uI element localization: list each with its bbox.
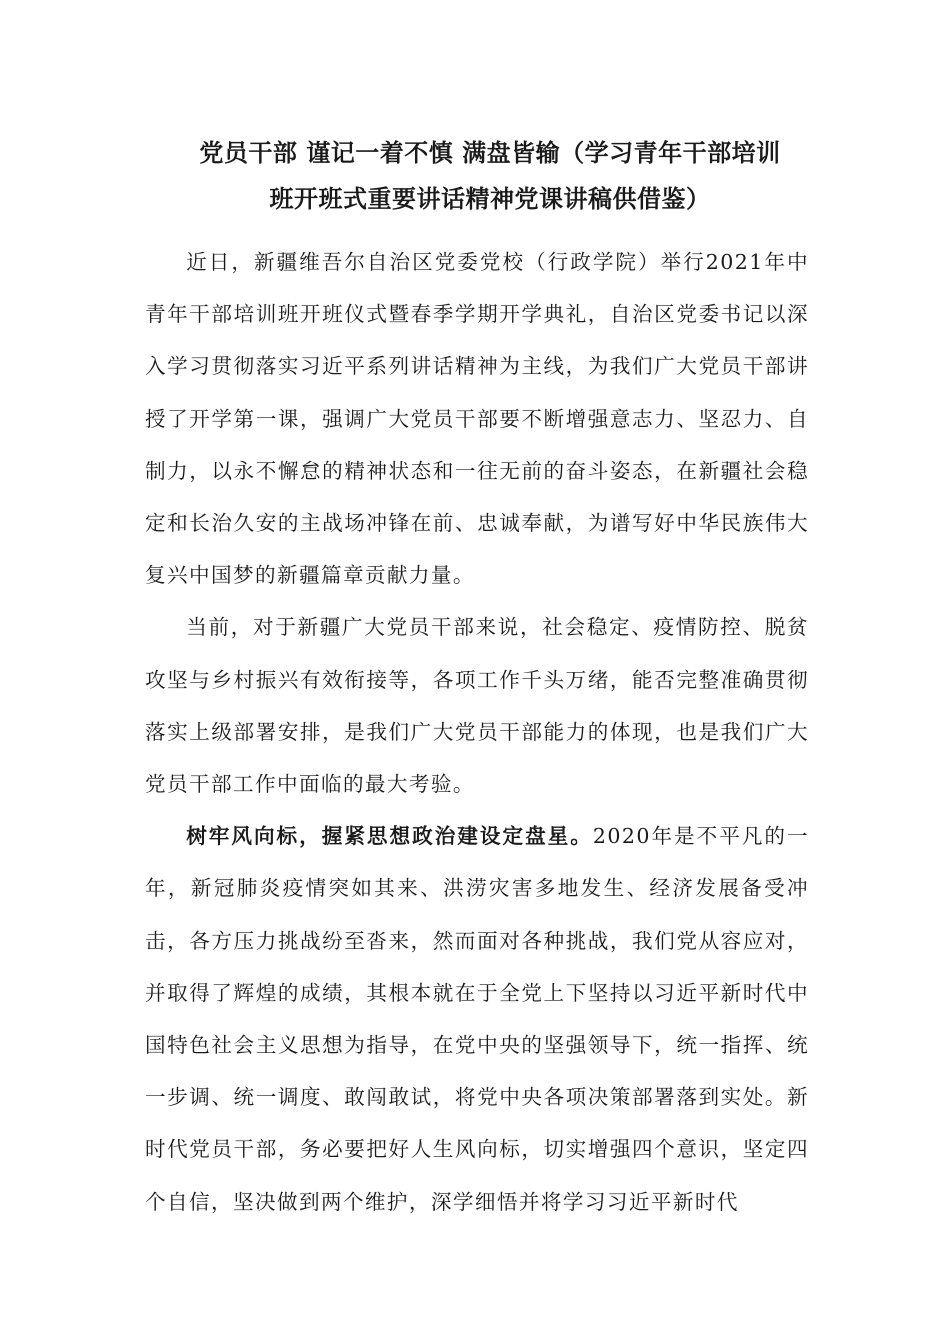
paragraph-3-text: 2020年是不平凡的一年，新冠肺炎疫情突如其来、洪涝灾害多地发生、经济发展备受冲击，各方压力挑战纷至沓来，然而面对各种挑战，我们党从容应对，并取得了辉煌的成绩，其根本就在于全党上下坚持以习近平新时代中国特色社会主义思想为指导，在党中央的坚强领导下，统一指挥、统一步调、统一调度、敢闯敢试，将党中央各项决策部署落到实处。新时代党员干部，务必要把好人生风向标，切实增强四个意识，坚定四个自信，坚决做到两个维护，深学细悟并将学习习近平新时代 xyxy=(145,824,809,1214)
title-line-2: 班开班式重要讲话精神党课讲稿供借鉴） xyxy=(269,184,711,213)
document-body xyxy=(145,236,809,1228)
paragraph-2 xyxy=(145,601,809,810)
title-line-1: 党员干部 谨记一着不慎 满盘皆输（学习青年干部培训 xyxy=(199,138,781,167)
paragraph-1-text: 近日，新疆维吾尔自治区党委党校（行政学院）举行2021年中青年干部培训班开班仪式暨春季学期开学典礼，自治区党委书记以深入学习贯彻落实习近平系列讲话精神为主线，为我们广大党员干部讲授了开学第一课，强调广大党员干部要不断增强意志力、坚忍力、自制力，以永不懈怠的精神状态和一往无前的奋斗姿态，在新疆社会稳定和长治久安的主战场冲锋在前、忠诚奉献，为谱写好中华民族伟大复兴中国梦的新疆篇章贡献力量。 xyxy=(145,250,809,588)
document-title xyxy=(140,130,840,222)
paragraph-3-lead: 树牢风向标，握紧思想政治建设定盘星。 xyxy=(186,824,593,849)
paragraph-2-text: 当前，对于新疆广大党员干部来说，社会稳定、疫情防控、脱贫攻坚与乡村振兴有效衔接等，各项工作千头万绪，能否完整准确贯彻落实上级部署安排，是我们广大党员干部能力的体现，也是我们广大党员干部工作中面临的最大考验。 xyxy=(145,615,809,797)
paragraph-1 xyxy=(145,236,809,601)
paragraph-3 xyxy=(145,810,809,1228)
